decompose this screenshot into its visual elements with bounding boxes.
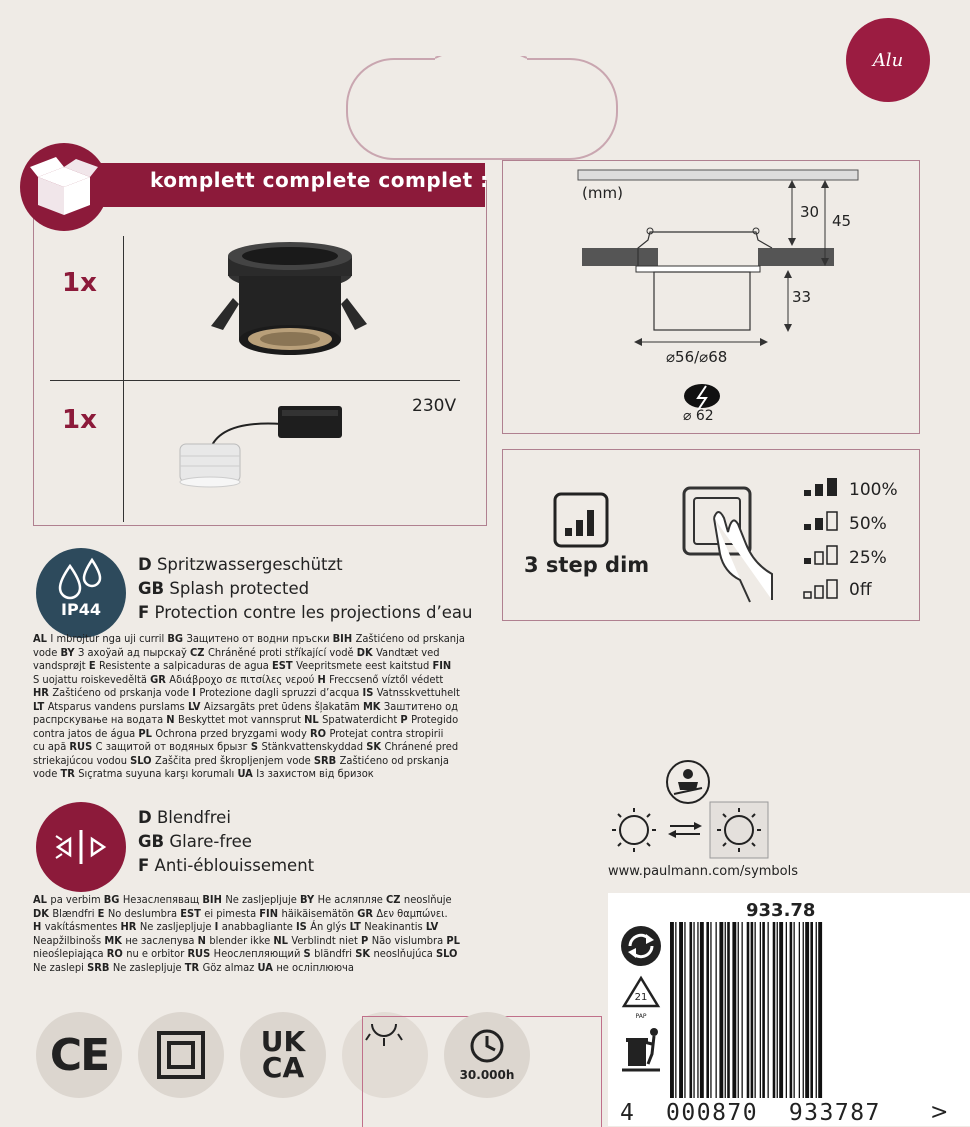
translation-line: nieoślepiająca RO nu e orbitor RUS Неослепляющий S bländfri SK neoslňujúca SLO: [33, 947, 458, 960]
barcode-bar: [742, 922, 743, 1098]
ukca-mark: [240, 1012, 326, 1098]
barcode-bar: [719, 922, 723, 1098]
translation-line: HR Zaštićeno od prskanja vode I Protezione dagli spruzzi d’acqua IS Vatnsskvettuhelt: [33, 686, 460, 699]
lifetime-label: 30.000h: [459, 1068, 515, 1082]
material-badge-label: Alu: [872, 49, 904, 71]
barcode-bar: [697, 922, 698, 1098]
cutout-dimension: ⌀56/⌀68: [666, 348, 728, 366]
sun-half-icon: [364, 1020, 404, 1052]
unit-label: (mm): [582, 184, 623, 202]
translation-line: striekajúcou vodou SLO Zaščita pred škropljenjem vode SRB Zaštićeno od prskanja: [33, 753, 449, 767]
barcode-bar: [805, 922, 809, 1098]
barcode-bar: [818, 922, 822, 1098]
glare-free-icon: [36, 802, 126, 892]
barcode-bar: [725, 922, 726, 1098]
barcode-bar: [773, 922, 776, 1098]
ip-description: [138, 553, 472, 625]
recycling-icons: [616, 924, 666, 1088]
dim-level-25: 25%: [849, 548, 887, 568]
barcode-bar: [777, 922, 778, 1098]
recycle-sub: PAP: [635, 1013, 647, 1020]
barcode-bar: [684, 922, 685, 1098]
barcode-bar: [799, 922, 800, 1098]
barcode-bar: [810, 922, 813, 1098]
dimension-30: 30: [800, 203, 820, 221]
package-icon-circle: [20, 143, 108, 231]
ean-barcode: [670, 922, 940, 1104]
dimension-45: 45: [832, 212, 852, 230]
glare-translations: [33, 893, 495, 974]
glare-line-d: D Blendfrei: [138, 808, 231, 827]
ip-line-d: D Spritzwassergeschützt: [138, 555, 343, 574]
barcode-bar: [751, 922, 754, 1098]
dim-level-100: 100%: [849, 480, 898, 500]
ean-end-mark: >: [930, 1100, 949, 1125]
barcode-bar: [675, 922, 676, 1098]
translation-line: vandsprøjt E Resistente a salpicaduras de agua EST Veepritsmete eest kaitstud FIN: [33, 659, 452, 672]
water-drops-icon: [36, 548, 126, 638]
ip44-icon: [36, 548, 126, 638]
barcode-bar: [786, 922, 787, 1098]
barcode-bar: [738, 922, 739, 1098]
translation-line: Ne zaslepi SRB Ne zaslepljuje TR Göz almaz UA не осліплююча: [33, 960, 354, 974]
glare-description: [138, 806, 314, 878]
replaceable-light-source-icon: [608, 758, 773, 864]
barcode-bar: [716, 922, 717, 1098]
ip-line-f: F Protection contre les projections d’eau: [138, 603, 473, 622]
barcode-bar: [732, 922, 736, 1098]
dimension-33: 33: [792, 288, 812, 306]
ip-translations: [33, 632, 495, 781]
ip-line-gb: GB Splash protected: [138, 579, 310, 598]
dim-bars-icon: [553, 492, 609, 552]
dim-level-off: 0ff: [849, 580, 872, 600]
ce-label: CE: [49, 1029, 109, 1081]
dimension-diagram: [502, 160, 918, 436]
barcode-bar: [727, 922, 730, 1098]
symbols-url: www.paulmann.com/symbols: [608, 864, 799, 879]
barcode-bar: [706, 922, 709, 1098]
barcode-bar: [768, 922, 769, 1098]
package-icon: [20, 143, 108, 231]
translation-line: H vakításmentes HR Ne zasljepljuje I anabbagliante IS Án glýs LT Neakinantis LV: [33, 920, 439, 933]
translation-line: Neapžilbinošs MK не заслепува N blender ikke NL Verblindt niet P Não vislumbra PL: [33, 933, 460, 947]
led-module-image: [170, 400, 350, 499]
product-number: 933.78: [746, 900, 816, 921]
barcode-bar: [710, 922, 711, 1098]
translation-line: cu apă RUS С защитой от водяных брызг S Stänkvattenskyddad SK Chránené pred: [33, 740, 459, 753]
clock-icon: [469, 1028, 505, 1064]
protection-class-ii-icon: [138, 1012, 224, 1098]
material-badge: [846, 18, 930, 102]
barcode-bar: [670, 922, 674, 1098]
item-quantity: 1x: [62, 405, 97, 435]
contents-divider-vertical: [123, 236, 124, 522]
translation-line: LT Atsparus vandens purslams LV Aizsargāts pret ūdens šļakatām MK Заштитено од: [33, 699, 458, 713]
translation-line: contra jatos de água PL Ochrona przed bryzgami wody RO Protejat contra stropirii: [33, 726, 444, 740]
ukca-line-1: UK: [260, 1025, 306, 1058]
barcode-bar: [690, 922, 693, 1098]
ean-number: 4 000870 933787: [620, 1100, 881, 1126]
barcode-bar: [762, 922, 765, 1098]
item-quantity: 1x: [62, 268, 97, 298]
barcode-bar: [747, 922, 750, 1098]
glare-line-f: F Anti-éblouissement: [138, 856, 315, 875]
wall-switch-hand-icon: [680, 484, 780, 608]
contents-divider-horizontal: [50, 380, 460, 381]
translation-line: S uojattu roiskeveděltä GR Αδιάβροχο σε πιτσίλες νερού H Freccsenő víztől védett: [33, 672, 444, 686]
barcode-bar: [816, 922, 817, 1098]
contents-title: komplett complete complet :: [150, 168, 489, 192]
barcode-bar: [693, 922, 694, 1098]
translation-line: AL pa verbim BG Незаслепяващ BIH Ne zasljepljuje BY Не асляпляе CZ neoslňuje: [33, 893, 452, 906]
barcode-bar: [760, 922, 761, 1098]
dim-level-50: 50%: [849, 514, 887, 534]
barcode-bar: [755, 922, 756, 1098]
min-cutout-dimension: ⌀ 62: [683, 408, 714, 424]
voltage-label: 230V: [412, 396, 457, 416]
translation-line: vode BY З ахоўай ад пырскаў CZ Chráněné proti stříkající vodě DK Vandtæt ved: [33, 645, 440, 659]
ukca-line-2: CA: [261, 1051, 305, 1084]
translation-line: распрскување на водата N Beskyttet mot vannsprut NL Spatwaterdicht P Protegido: [33, 713, 459, 726]
barcode-bar: [790, 922, 793, 1098]
barcode-bar: [794, 922, 795, 1098]
hang-hole-top: [435, 58, 527, 88]
luminaire-housing-image: [205, 238, 375, 367]
translation-line: AL I mbrojtur nga uji curril BG Защитено от водни пръски BIH Zaštićeno od prskanja: [33, 632, 465, 645]
barcode-bar: [803, 922, 804, 1098]
translation-line: DK Blændfri E No deslumbra EST ei pimesta FIN häikäisemätön GR Δεν θαμπώνει.: [33, 906, 448, 920]
barcode-bar: [700, 922, 704, 1098]
barcode-bar: [779, 922, 783, 1098]
ip-code: IP44: [61, 600, 101, 619]
recycle-code: 21: [634, 992, 648, 1003]
glare-line-gb: GB Glare-free: [138, 832, 252, 851]
lifetime-icon: [444, 1012, 530, 1098]
barcode-bar: [679, 922, 683, 1098]
translation-line: vode TR Sıçratma suyuna karşı korumalı UA Із захистом від бризок: [33, 767, 374, 780]
dim-label: 3 step dim: [524, 553, 650, 577]
ce-mark: [36, 1012, 122, 1098]
dim-level-icons: [802, 478, 844, 606]
